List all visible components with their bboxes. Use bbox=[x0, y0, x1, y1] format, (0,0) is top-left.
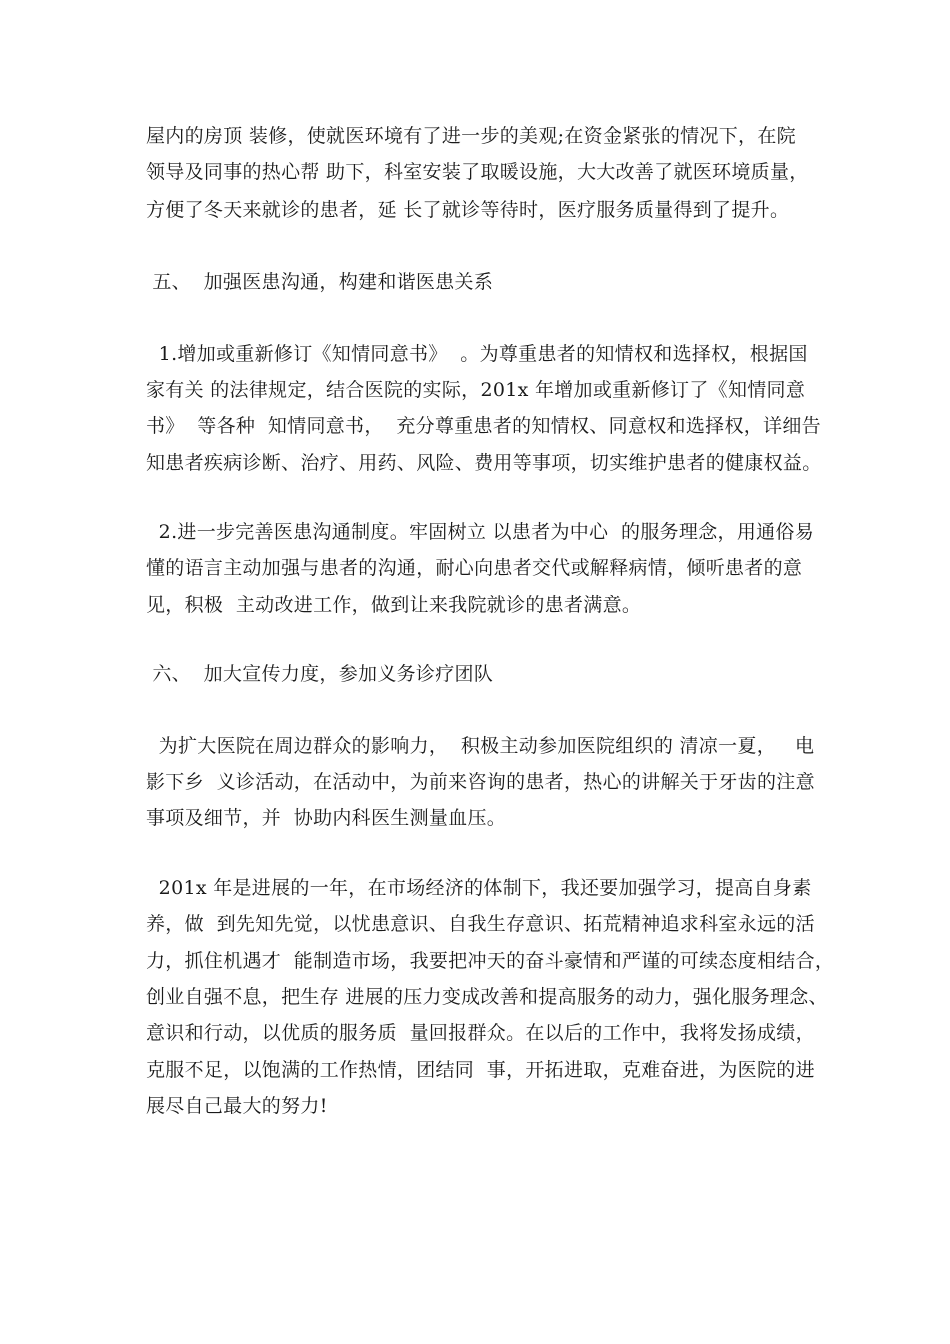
text-line: 书》 等各种 知情同意书， 充分尊重患者的知情权、同意权和选择权，详细告 bbox=[146, 415, 821, 437]
section-heading-5: 五、 加强医患沟通，构建和谐医患关系 bbox=[146, 271, 494, 293]
text-line: 创业自强不息，把生存 进展的压力变成改善和提高服务的动力，强化服务理念、 bbox=[146, 986, 828, 1008]
text-line: 家有关 的法律规定，结合医院的实际，201x 年增加或重新修订了《知情同意 bbox=[146, 379, 806, 401]
text-line: 知患者疾病诊断、治疗、用药、风险、费用等事项，切实维护患者的健康权益。 bbox=[146, 452, 822, 474]
text-line: 影下乡 义诊活动，在活动中，为前来咨询的患者，热心的讲解关于牙齿的注意 bbox=[146, 771, 815, 793]
text-line: 为扩大医院在周边群众的影响力， 积极主动参加医院组织的 清凉一夏， 电 bbox=[146, 735, 815, 757]
text-line: 养，做 到先知先觉，以忧患意识、自我生存意识、拓荒精神追求科室永远的活 bbox=[146, 913, 815, 935]
section-heading-6: 六、 加大宣传力度，参加义务诊疗团队 bbox=[146, 663, 494, 685]
text-line: 领导及同事的热心帮 助下，科室安装了取暖设施，大大改善了就医环境质量， bbox=[146, 161, 809, 183]
text-line: 2.进一步完善医患沟通制度。牢固树立 以患者为中心 的服务理念，用通俗易 bbox=[146, 521, 815, 543]
text-line: 屋内的房顶 装修，使就医环境有了进一步的美观;在资金紧张的情况下，在院 bbox=[146, 125, 796, 147]
text-line: 展尽自己最大的努力! bbox=[146, 1095, 328, 1117]
text-line: 克服不足，以饱满的工作热情，团结同 事，开拓进取，克难奋进，为医院的进 bbox=[146, 1059, 815, 1081]
text-line: 方便了冬天来就诊的患者，延 长了就诊等待时，医疗服务质量得到了提升。 bbox=[146, 199, 790, 221]
text-line: 1.增加或重新修订《知情同意书》 。为尊重患者的知情权和选择权，根据国 bbox=[146, 343, 808, 365]
text-line: 见，积极 主动改进工作，做到让来我院就诊的患者满意。 bbox=[146, 594, 642, 616]
text-line: 事项及细节，并 协助内科医生测量血压。 bbox=[146, 807, 507, 829]
text-line: 201x 年是进展的一年，在市场经济的体制下，我还要加强学习，提高自身素 bbox=[146, 877, 812, 899]
text-line: 意识和行动，以优质的服务质 量回报群众。在以后的工作中，我将发扬成绩， bbox=[146, 1022, 815, 1044]
text-line: 懂的语言主动加强与患者的沟通，耐心向患者交代或解释病情，倾听患者的意 bbox=[146, 557, 803, 579]
text-line: 力，抓住机遇才 能制造市场，我要把冲天的奋斗豪情和严谨的可续态度相结合， bbox=[146, 950, 835, 972]
